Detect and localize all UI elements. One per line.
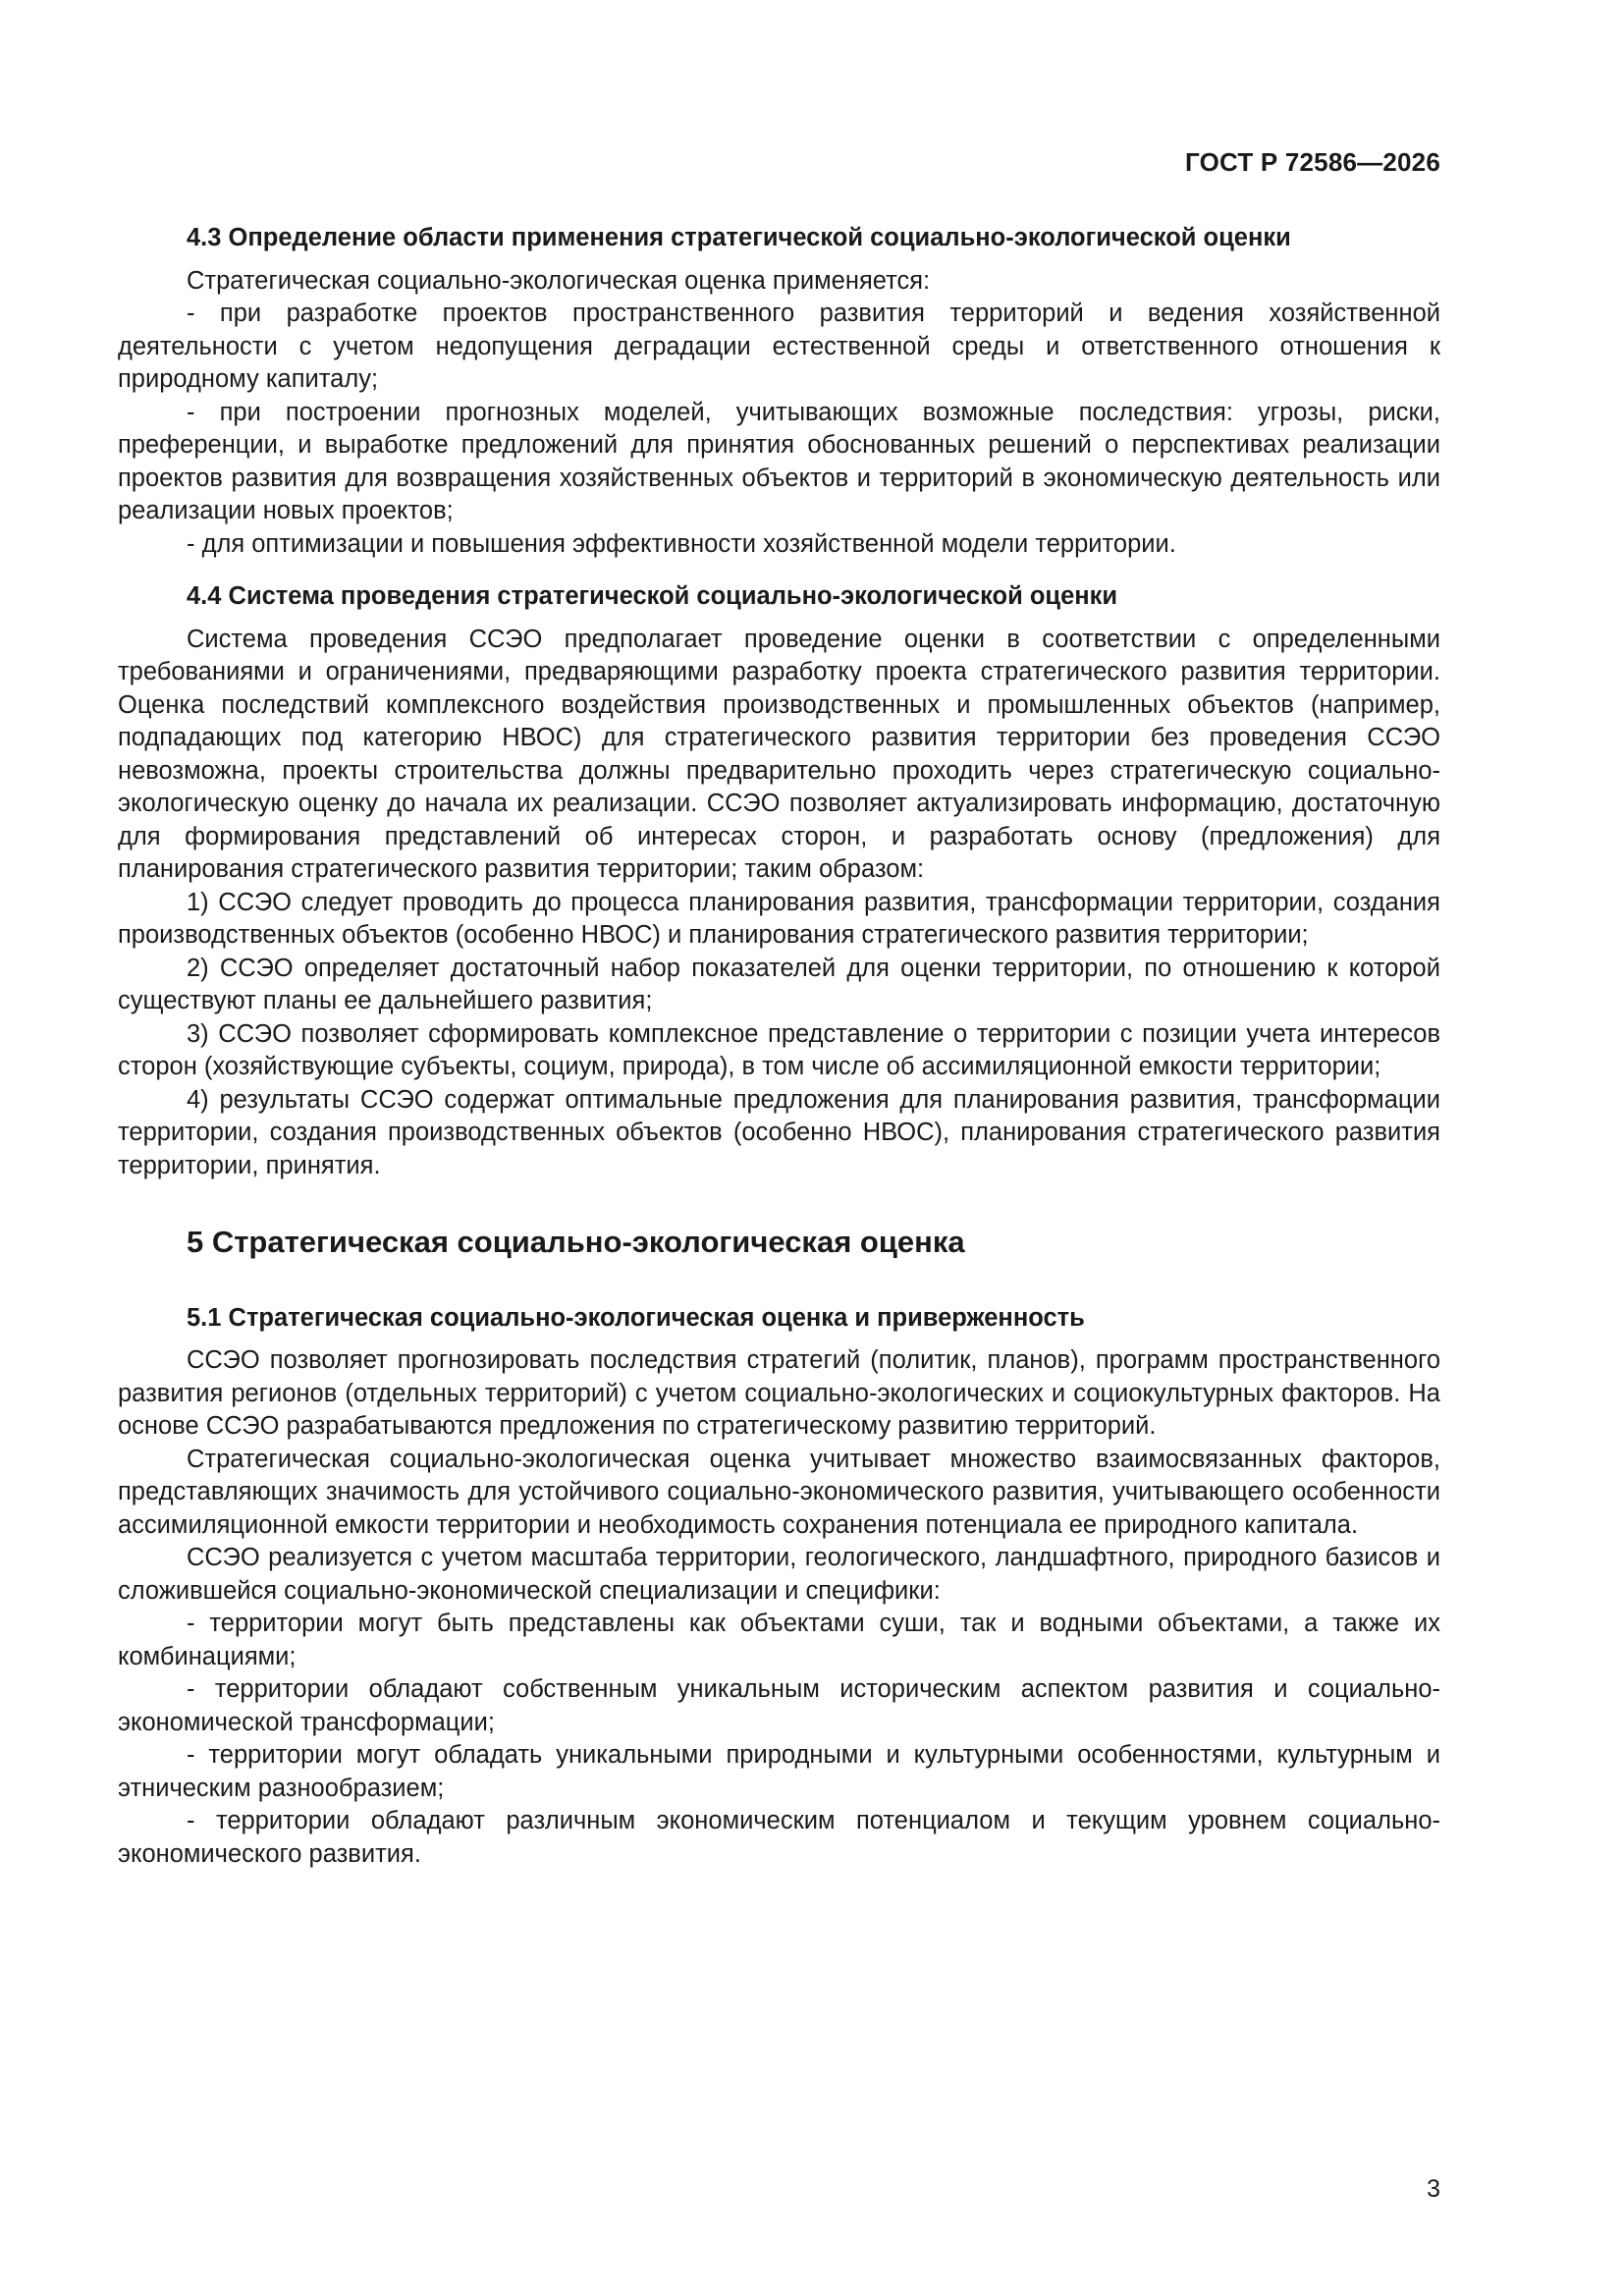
paragraph: Система проведения ССЭО предполагает проведение оценки в соответствии с определенными требованиями и ограничениями, предваряющими разработку проекта стратегического развития территории. Оценка последствий комплексного воздействия производственных и промышленных объектов (например, подпадающих под категорию НВОС) для стратегического развития территории без проведения ССЭО невозможна, проекты строительства должны предварительно проходить через стратегическую социально-экологическую оценку до начала их реализации. ССЭО позволяет актуализировать информацию, достаточную для формирования представлений об интересах сторон, и разработать основу (предложения) для планирования стратегического развития территории; таким образом: bbox=[118, 625, 1440, 883]
section-4-4-heading: 4.4 Система проведения стратегической социально-экологической оценки bbox=[187, 582, 1118, 610]
paragraph: Стратегическая социально-экологическая оценка учитывает множество взаимосвязанных факторов, представляющих значимость для устойчивого социально-экономического развития, учитывающего особенности ассимиляционной емкости территории и необходимость сохранения потенциала ее природного капитала. bbox=[118, 1445, 1440, 1539]
section-4-3-heading: 4.3 Определение области применения стратегической социально-экологической оценки bbox=[187, 224, 1291, 251]
list-item: - территории обладают собственным уникальным историческим аспектом развития и социально-экономической трансформации; bbox=[118, 1675, 1440, 1736]
list-item: - территории могут быть представлены как объектами суши, так и водными объектами, а также их комбинациями; bbox=[118, 1610, 1440, 1670]
list-item: 2) ССЭО определяет достаточный набор показателей для оценки территории, по отношению к которой существуют планы ее дальнейшего развития; bbox=[118, 954, 1440, 1014]
list-item: - при построении прогнозных моделей, учитывающих возможные последствия: угрозы, риски, преференции, и выработке предложений для принятия обоснованных решений о перспективах реализации проектов развития для возвращения хозяйственных объектов и территорий в экономическую деятельность или реализации новых проектов; bbox=[118, 398, 1440, 524]
document-body bbox=[118, 222, 1440, 1871]
document-id: ГОСТ Р 72586—2026 bbox=[1185, 147, 1440, 177]
list-item: - территории могут обладать уникальными природными и культурными особенностями, культурным и этническим разнообразием; bbox=[118, 1741, 1440, 1802]
paragraph: Стратегическая социально-экологическая оценка применяется: bbox=[187, 266, 931, 295]
list-item: - для оптимизации и повышения эффективности хозяйственной модели территории. bbox=[187, 529, 1176, 558]
list-item: 1) ССЭО следует проводить до процесса планирования развития, трансформации территории, создания производственных объектов (особенно НВОС) и планирования стратегического развития территории; bbox=[118, 888, 1440, 949]
list-item: - территории обладают различным экономическим потенциалом и текущим уровнем социально-экономического развития. bbox=[118, 1807, 1440, 1868]
list-item: 3) ССЭО позволяет сформировать комплексное представление о территории с позиции учета интересов сторон (хозяйствующие субъекты, социум, природа), в том числе об ассимиляционной емкости территории; bbox=[118, 1019, 1440, 1080]
paragraph: ССЭО реализуется с учетом масштаба территории, геологического, ландшафтного, природного базисов и сложившейся социально-экономической специализации и специфики: bbox=[118, 1544, 1440, 1605]
section-5-1-heading: 5.1 Стратегическая социально-экологическая оценка и приверженность bbox=[187, 1303, 1085, 1332]
list-item: - при разработке проектов пространственного развития территорий и ведения хозяйственной деятельности с учетом недопущения деградации естественной среды и ответственного отношения к природному капиталу; bbox=[118, 300, 1440, 393]
page-number: 3 bbox=[1427, 2175, 1440, 2203]
paragraph: ССЭО позволяет прогнозировать последствия стратегий (политик, планов), программ пространственного развития регионов (отдельных территорий) с учетом социально-экологических и социокультурных факторов. На основе ССЭО разрабатываются предложения по стратегическому развитию территорий. bbox=[118, 1346, 1440, 1440]
section-5-heading: 5 Стратегическая социально-экологическая оценка bbox=[187, 1225, 965, 1259]
list-item: 4) результаты ССЭО содержат оптимальные предложения для планирования развития, трансформации территории, создания производственных объектов (особенно НВОС), планирования стратегического развития территории, принятия. bbox=[118, 1085, 1440, 1179]
